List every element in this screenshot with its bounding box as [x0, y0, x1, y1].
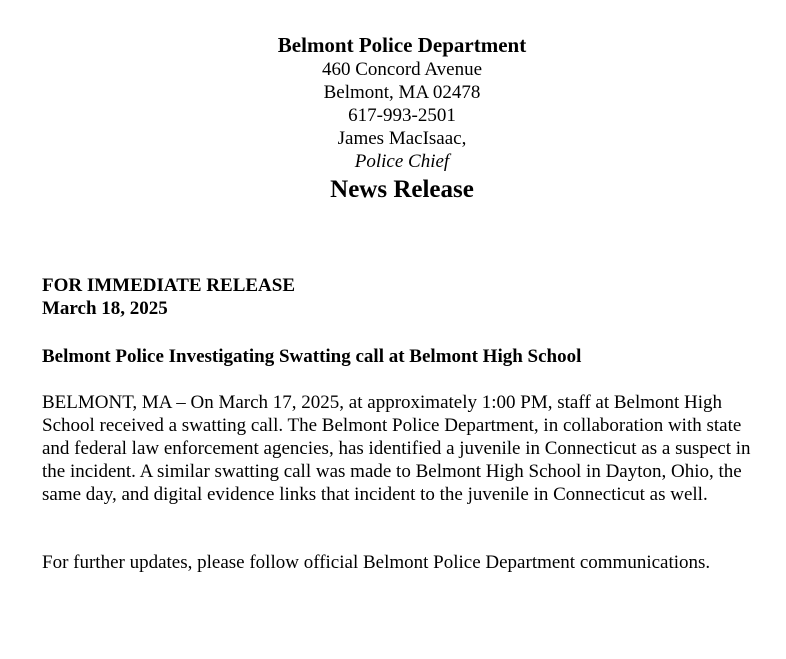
letterhead [0, 32, 786, 205]
department-name: Belmont Police Department [277, 33, 527, 57]
release-info [42, 274, 772, 320]
article-headline: Belmont Police Investigating Swatting call at Belmont High School [42, 346, 582, 367]
chief-name: James MacIsaac, [337, 128, 467, 149]
article-body [42, 391, 772, 506]
article-paragraph: BELMONT, MA – On March 17, 2025, at approximately 1:00 PM, staff at Belmont High School received a swatting call. The Belmont Police Department, in collaboration with state and federal law enforcement agencies, has identified a juvenile in Connecticut as a suspect in the incident. A similar swatting call was made to Belmont High School in Dayton, Ohio, the same day, and digital evidence links that incident to the juvenile in Connecticut as well. [42, 392, 751, 505]
article-paragraph: For further updates, please follow official Belmont Police Department communications. [42, 552, 711, 573]
address-city: Belmont, MA 02478 [323, 82, 481, 103]
closing-note [42, 551, 772, 574]
address-street: 460 Concord Avenue [321, 59, 483, 80]
release-status: FOR IMMEDIATE RELEASE [42, 275, 296, 296]
chief-title: Police Chief [354, 151, 450, 172]
release-date: March 18, 2025 [42, 298, 168, 319]
phone-number: 617-993-2501 [348, 105, 456, 126]
document-type-heading: News Release [330, 176, 474, 203]
